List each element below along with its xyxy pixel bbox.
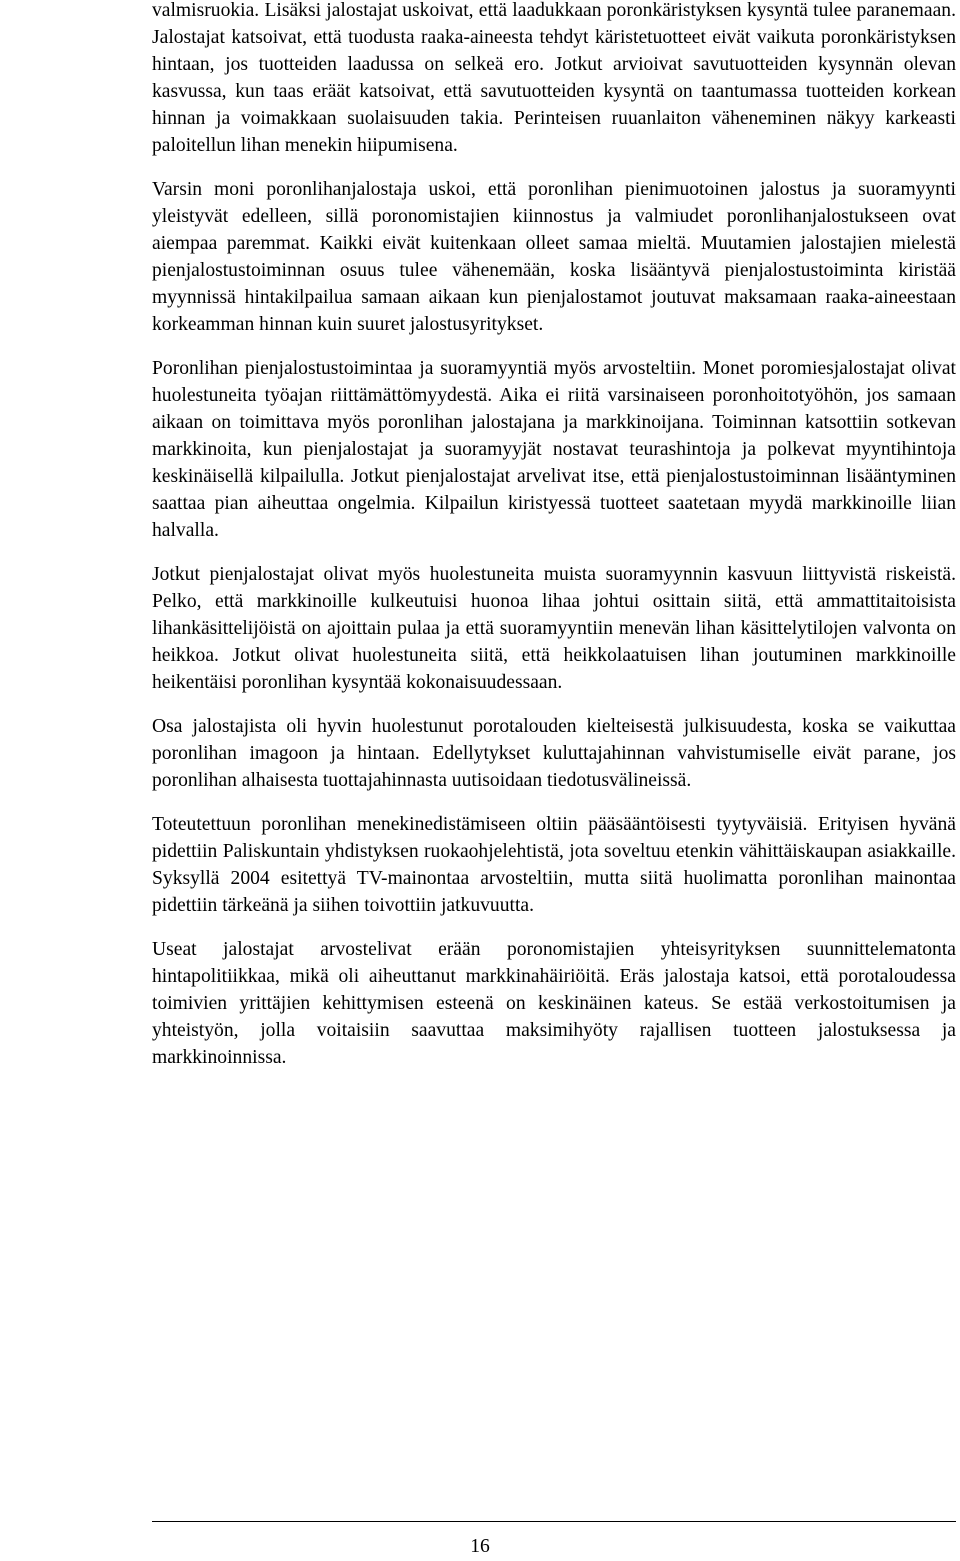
paragraph-1: valmisruokia. Lisäksi jalostajat uskoivat, että laadukkaan poronkäristyksen kysyntä tulee paranemaan. Jalostajat katsoivat, että tuodusta raaka-aineesta tehdyt käristetuotteet eivät vaikuta poronkäristyksen hintaan, jos tuotteiden laadussa on selkeä ero. Jotkut arvioivat savutuotteiden kysynnän olevan kasvussa, kun taas eräät katsoivat, että savutuotteiden kysyntä on taantumassa tuotteiden korkean hinnan ja voimakkaan suolaisuuden takia. Perinteisen ruuanlaiton väheneminen näkyy karkeasti paloitellun lihan menekin hiipumisena. <box>152 0 956 156</box>
paragraph-5: Osa jalostajista oli hyvin huolestunut porotalouden kielteisestä julkisuudesta, koska se vaikuttaa poronlihan imagoon ja hintaan. Edellytykset kuluttajahinnan vahvistumiselle eivät parane, jos poronlihan alhaisesta tuottajahinnasta uutisoidaan tiedotusvälineissä. <box>152 716 956 791</box>
paragraph-7: Useat jalostajat arvostelivat erään poronomistajien yhteisyrityksen suunnittelematonta hintapolitiikkaa, mikä oli aiheuttanut markkinahäiriöitä. Eräs jalostaja katsoi, että porotaloudessa toimivien yrittäjien kehittymisen esteenä on keskinäinen kateus. Se estää verkostoitumisen ja yhteistyön, jolla voitaisiin saavuttaa maksimihyöty rajallisen tuotteen jalostuksessa ja markkinoinnissa. <box>152 939 956 1068</box>
page-number: 16 <box>470 1536 490 1557</box>
paragraph-6: Toteutettuun poronlihan menekinedistämiseen oltiin pääsääntöisesti tyytyväisiä. Erityisen hyvänä pidettiin Paliskuntain yhdistyksen ruokaohjelehtistä, jota soveltuu etenkin vähittäiskaupan asiakkaille. Syksyllä 2004 esitettyä TV-mainontaa arvosteltiin, mutta siitä huolimatta poronlihan mainontaa pidettiin tärkeänä ja siihen toivottiin jatkuvuutta. <box>152 814 956 916</box>
paragraph-3: Poronlihan pienjalostustoimintaa ja suoramyyntiä myös arvosteltiin. Monet poromiesjalostajat olivat huolestuneita työajan riittämättömyydestä. Aika ei riitä varsinaiseen poronhoitotyöhön, jos samaan aikaan on toimittava myös poronlihan jalostajana ja markkinoijana. Toiminnan katsottiin sotkevan markkinoita, kun pienjalostajat ja suoramyyjät nostavat teurashintoja ja polkevat myyntihintoja keskinäisellä kilpailulla. Jotkut pienjalostajat arvelivat itse, että pienjalostustoiminnan lisääntyminen saattaa pian aiheuttaa ongelmia. Kilpailun kiristyessä tuotteet saatetaan myydä markkinoille liian halvalla. <box>152 358 956 541</box>
paragraph-4: Jotkut pienjalostajat olivat myös huolestuneita muista suoramyynnin kasvuun liittyvistä riskeistä. Pelko, että markkinoille kulkeutuisi huonoa lihaa johtui osittain siitä, että ammattitaitoisista lihankäsittelijöistä on ajoittain pulaa ja että suoramyyntiin menevän lihan käsittelytilojen valvonta on heikkoa. Jotkut olivat huolestuneita siitä, että heikkolaatuisen lihan joutuminen markkinoille heikentäisi poronlihan kysyntää kokonaisuudessaan. <box>152 564 956 693</box>
paragraph-2: Varsin moni poronlihanjalostaja uskoi, että poronlihan pienimuotoinen jalostus ja suoramyynti yleistyvät edelleen, sillä poronomistajien kiinnostus ja valmiudet poronlihanjalostukseen ovat aiempaa paremmat. Kaikki eivät kuitenkaan olleet samaa mieltä. Muutamien jalostajien mielestä pienjalostustoiminnan osuus tulee vähenemään, koska lisääntyvä pienjalostustoiminta kiristää myynnissä hintakilpailua samaan aikaan kun pienjalostamot joutuvat maksamaan raaka-aineestaan korkeamman hinnan kuin suuret jalostusyritykset. <box>152 179 956 335</box>
footer-divider <box>152 1521 956 1522</box>
body-text <box>152 0 956 1088</box>
